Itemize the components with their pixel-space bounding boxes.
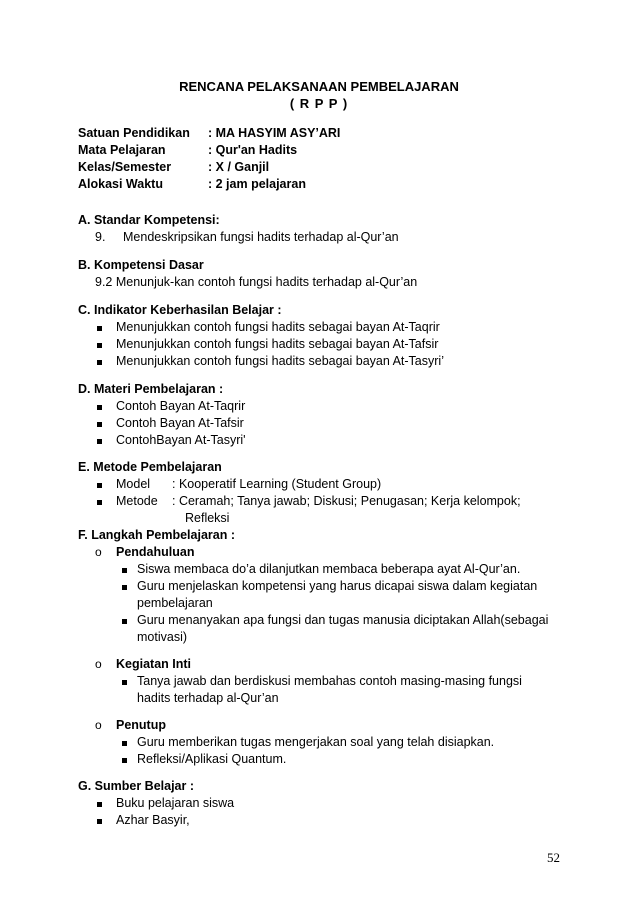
bullet-square-icon [97, 819, 102, 824]
bullet-square-icon [97, 343, 102, 348]
inti-item-1-cont: hadits terhadap al-Qur’an [137, 691, 279, 705]
penutup-title: Penutup [116, 718, 166, 732]
bullet-square-icon [97, 483, 102, 488]
pendahuluan-item-3-cont: motivasi) [137, 630, 188, 644]
section-b-heading: B. Kompetensi Dasar [78, 258, 204, 272]
circle-bullet-icon: o [95, 545, 102, 559]
title-line2: ( R P P ) [289, 96, 349, 111]
bullet-square-icon [97, 422, 102, 427]
bullet-square-icon [97, 405, 102, 410]
identity-value-satuan: : MA HASYIM ASY’ARI [208, 126, 341, 140]
section-a-number: 9. [95, 230, 106, 244]
pendahuluan-item-2: Guru menjelaskan kompetensi yang harus dicapai siswa dalam kegiatan [137, 579, 538, 593]
bullet-square-icon [122, 619, 127, 624]
section-c-item-3: Menunjukkan contoh fungsi hadits sebagai bayan At-Tasyri’ [116, 354, 444, 368]
pendahuluan-item-2-cont: pembelajaran [137, 596, 213, 610]
bullet-square-icon [97, 360, 102, 365]
section-d-item-1: Contoh Bayan At-Taqrir [116, 399, 246, 413]
section-e-metode-value-cont: Refleksi [185, 511, 230, 525]
section-g-item-2: Azhar Basyir, [116, 813, 190, 827]
identity-value-kelas: : X / Ganjil [208, 160, 270, 174]
section-c-heading: C. Indikator Keberhasilan Belajar : [78, 303, 282, 317]
bullet-square-icon [122, 741, 127, 746]
section-e-model-label: Model [116, 477, 151, 491]
section-g-heading: G. Sumber Belajar : [78, 779, 195, 793]
section-a-heading: A. Standar Kompetensi: [78, 213, 220, 227]
section-d-heading: D. Materi Pembelajaran : [78, 382, 224, 396]
section-b-text: 9.2 Menunjuk-kan contoh fungsi hadits terhadap al-Qur’an [95, 275, 418, 289]
page-number: 52 [547, 850, 560, 865]
section-c-item-2: Menunjukkan contoh fungsi hadits sebagai bayan At-Tafsir [116, 337, 439, 351]
section-c-item-1: Menunjukkan contoh fungsi hadits sebagai bayan At-Taqrir [116, 320, 440, 334]
identity-value-mapel: : Qur'an Hadits [208, 143, 298, 157]
pendahuluan-title: Pendahuluan [116, 545, 195, 559]
identity-value-alokasi: : 2 jam pelajaran [208, 177, 306, 191]
bullet-square-icon [97, 439, 102, 444]
section-d-item-2: Contoh Bayan At-Tafsir [116, 416, 244, 430]
section-e-metode-label: Metode [116, 494, 158, 508]
penutup-item-1: Guru memberikan tugas mengerjakan soal yang telah disiapkan. [137, 735, 495, 749]
identity-label-satuan: Satuan Pendidikan [78, 126, 190, 140]
bullet-square-icon [97, 802, 102, 807]
pendahuluan-item-1: Siswa membaca do’a dilanjutkan membaca beberapa ayat Al-Qur’an. [137, 562, 521, 576]
section-f-heading: F. Langkah Pembelajaran : [78, 528, 235, 542]
section-a-text: Mendeskripsikan fungsi hadits terhadap al-Qur’an [123, 230, 399, 244]
bullet-square-icon [97, 500, 102, 505]
inti-item-1: Tanya jawab dan berdiskusi membahas contoh masing-masing fungsi [137, 674, 522, 688]
circle-bullet-icon: o [95, 657, 102, 671]
bullet-square-icon [97, 326, 102, 331]
identity-label-mapel: Mata Pelajaran [78, 143, 166, 157]
bullet-square-icon [122, 568, 127, 573]
section-e-metode-value: : Ceramah; Tanya jawab; Diskusi; Penugasan; Kerja kelompok; [172, 494, 521, 508]
inti-title: Kegiatan Inti [116, 657, 192, 671]
penutup-item-2: Refleksi/Aplikasi Quantum. [137, 752, 287, 766]
pendahuluan-item-3: Guru menanyakan apa fungsi dan tugas manusia diciptakan Allah(sebagai [137, 613, 549, 627]
section-e-model-value: : Kooperatif Learning (Student Group) [172, 477, 382, 491]
bullet-square-icon [122, 585, 127, 590]
bullet-square-icon [122, 680, 127, 685]
identity-label-kelas: Kelas/Semester [78, 160, 172, 174]
section-e-heading: E. Metode Pembelajaran [78, 460, 222, 474]
section-d-item-3: ContohBayan At-Tasyri' [116, 433, 246, 447]
identity-label-alokasi: Alokasi Waktu [78, 177, 163, 191]
title-line1: RENCANA PELAKSANAAN PEMBELAJARAN [179, 79, 459, 94]
section-g-item-1: Buku pelajaran siswa [116, 796, 235, 810]
bullet-square-icon [122, 758, 127, 763]
circle-bullet-icon: o [95, 718, 102, 732]
